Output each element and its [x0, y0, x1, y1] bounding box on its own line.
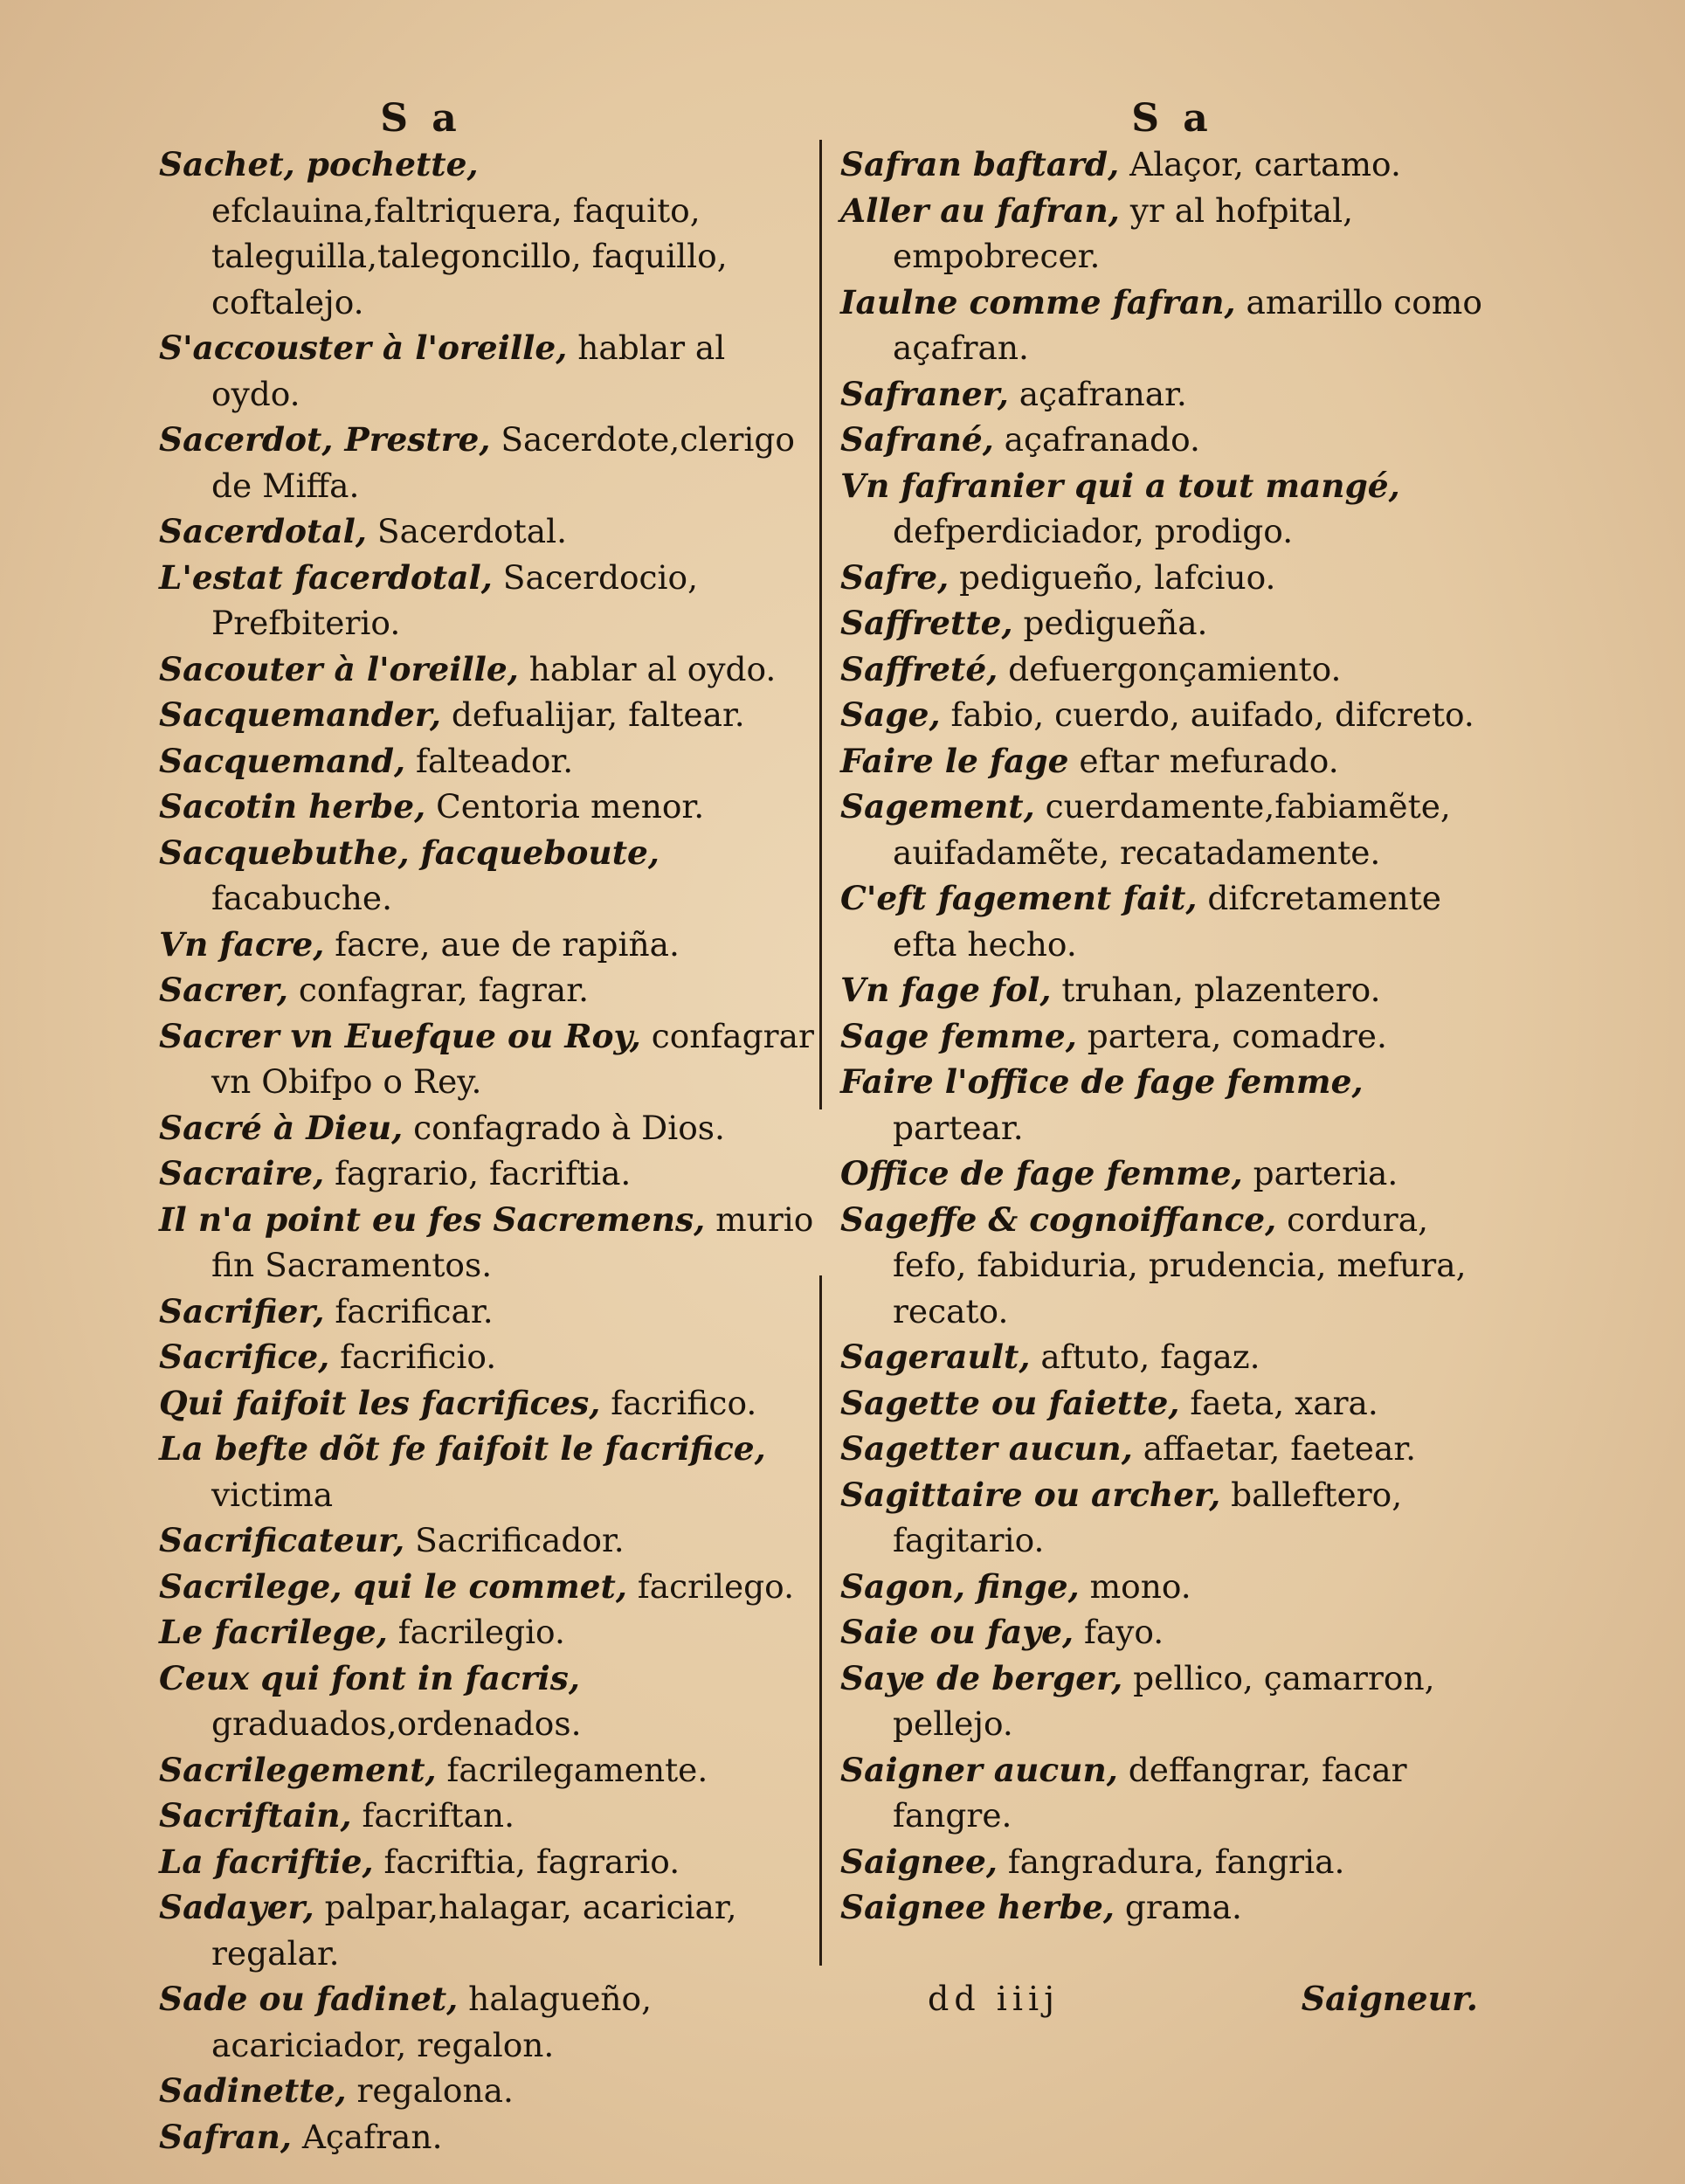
entry-translation: eftar mefurado.	[1079, 741, 1339, 780]
entry-headword: Sage,	[840, 695, 941, 734]
entry-headword: Sagement,	[840, 787, 1035, 826]
entry-headword: Sacrer,	[159, 971, 288, 1009]
entry-headword: L'estat facerdotal,	[159, 557, 493, 597]
entry-headword: Vn facre,	[159, 924, 325, 964]
signature-mark: dd iiij	[928, 1980, 1060, 2018]
entry-translation: facriftan.	[362, 1796, 515, 1835]
entry-translation: Sacerdocio, Prefbiterio.	[211, 557, 699, 642]
dictionary-entry	[840, 600, 1504, 646]
right-running-head: S a	[1131, 96, 1213, 141]
entry-translation: pellico, çamarron, pellejo.	[893, 1658, 1435, 1743]
entry-translation: parteria.	[1253, 1154, 1398, 1192]
entry-headword: Safraner,	[840, 374, 1009, 413]
entry-headword: Sachet, pochette,	[159, 145, 479, 183]
entry-headword: Aller au fafran,	[840, 190, 1120, 230]
entry-translation: facriftia, fagrario.	[383, 1842, 680, 1881]
dictionary-entry	[840, 142, 1504, 188]
entry-translation: palpar,halagar, acariciar, regalar.	[211, 1888, 737, 1973]
entry-headword: Sacrilege, qui le commet,	[159, 1566, 627, 1606]
entry-translation: fayo.	[1083, 1613, 1164, 1651]
entry-translation: facrilegamente.	[446, 1750, 708, 1789]
dictionary-entry	[840, 1747, 1504, 1839]
column-rule-upper	[819, 140, 822, 1109]
dictionary-entry	[840, 1151, 1504, 1197]
dictionary-entry	[159, 142, 823, 325]
dictionary-entry	[840, 417, 1504, 463]
dictionary-entry	[840, 967, 1504, 1013]
entry-translation: mono.	[1089, 1566, 1191, 1606]
dictionary-entry	[159, 1564, 823, 1610]
entry-headword: Sacerdotal,	[159, 512, 367, 550]
entry-headword: Vn fafranier qui a tout mangé,	[840, 466, 1400, 505]
left-column	[159, 96, 823, 2160]
entry-translation: hablar al oydo.	[528, 649, 777, 688]
entry-translation: defperdiciador, prodigo.	[893, 512, 1294, 550]
dictionary-entry	[159, 646, 823, 693]
entry-headword: S'accouster à l'oreille,	[159, 328, 568, 367]
entry-headword: Faire le fage	[840, 741, 1069, 780]
entry-translation: grama.	[1124, 1888, 1242, 1926]
entry-translation: Açafran.	[301, 2117, 443, 2156]
dictionary-entry	[840, 371, 1504, 418]
entry-translation: açafranar.	[1019, 374, 1187, 413]
dictionary-entry	[159, 325, 823, 417]
entry-headword: La befte dõt fe faifoit le facrifice,	[159, 1429, 766, 1468]
entry-translation: facabuche.	[211, 879, 393, 917]
dictionary-entry	[840, 692, 1504, 738]
dictionary-entry	[159, 1289, 823, 1335]
entry-translation: defuergonçamiento.	[1008, 649, 1342, 688]
entry-translation: Centoria menor.	[436, 787, 705, 826]
right-entry-list	[840, 142, 1504, 1931]
entry-headword: Saignee herbe,	[840, 1888, 1115, 1926]
dictionary-entry	[159, 738, 823, 784]
catchword: Saigneur.	[1301, 1979, 1478, 2018]
entry-translation: confagrar, fagrar.	[298, 971, 589, 1009]
entry-headword: Sacré à Dieu,	[159, 1108, 404, 1147]
entry-translation: Sacerdote,clerigo de Miffa.	[211, 420, 795, 505]
entry-headword: Sade ou fadinet,	[159, 1980, 459, 2018]
entry-headword: Safran,	[159, 2117, 292, 2156]
column-rule-lower	[819, 1275, 822, 1966]
entry-headword: Saie ou faye,	[840, 1613, 1074, 1651]
entry-headword: Vn fage fol,	[840, 971, 1052, 1009]
dictionary-entry	[159, 417, 823, 508]
dictionary-entry	[159, 1609, 823, 1655]
entry-headword: Ceux qui font in facris,	[159, 1658, 580, 1697]
dictionary-entry	[159, 1197, 823, 1289]
entry-translation: confagrar vn Obifpo o Rey.	[211, 1016, 814, 1101]
dictionary-entry	[159, 922, 823, 968]
entry-translation: falteador.	[416, 741, 574, 780]
dictionary-entry	[159, 1334, 823, 1380]
entry-translation: balleftero, fagitario.	[893, 1475, 1403, 1559]
entry-translation: difcretamente efta hecho.	[893, 879, 1441, 964]
dictionary-entry	[840, 1013, 1504, 1060]
entry-translation: fabio, cuerdo, auifado, difcreto.	[950, 695, 1474, 734]
entry-translation: amarillo como açafran.	[893, 282, 1482, 367]
entry-headword: Office de fage femme,	[840, 1154, 1243, 1192]
entry-headword: Sagetter aucun,	[840, 1429, 1133, 1468]
entry-headword: Sagon, finge,	[840, 1566, 1080, 1606]
entry-headword: Saye de berger,	[840, 1658, 1123, 1697]
entry-headword: C'eft fagement fait,	[840, 879, 1198, 917]
entry-headword: Safran baftard,	[840, 145, 1120, 183]
dictionary-entry	[159, 1747, 823, 1794]
entry-headword: Sacrer vn Euefque ou Roy,	[159, 1016, 641, 1055]
entry-headword: Saigner aucun,	[840, 1750, 1118, 1789]
entry-translation: regalona.	[356, 2071, 514, 2110]
entry-translation: partera, comadre.	[1087, 1016, 1387, 1055]
entry-headword: Sacrificateur,	[159, 1521, 405, 1559]
entry-translation: hablar al oydo.	[211, 328, 726, 413]
entry-headword: Iaulne comme fafran,	[840, 282, 1236, 321]
dictionary-entry	[840, 875, 1504, 967]
entry-translation: deffangrar, facar fangre.	[893, 1750, 1407, 1835]
entry-translation: murio fin Sacramentos.	[211, 1199, 814, 1284]
entry-headword: Sacouter à l'oreille,	[159, 649, 519, 688]
entry-translation: fangradura, fangria.	[1007, 1842, 1345, 1881]
dictionary-entry	[840, 1655, 1504, 1747]
dictionary-entry	[840, 1426, 1504, 1472]
entry-headword: Safrané,	[840, 420, 994, 459]
dictionary-entry	[840, 1564, 1504, 1610]
dictionary-entry	[840, 1472, 1504, 1564]
dictionary-entry	[840, 738, 1504, 784]
dictionary-entry	[159, 1380, 823, 1427]
entry-headword: Sacquemander,	[159, 695, 441, 734]
entry-headword: Sacriftain,	[159, 1796, 352, 1835]
entry-translation: halagueño, acariciador, regalon.	[211, 1980, 653, 2064]
dictionary-entry	[159, 784, 823, 830]
dictionary-entry	[840, 1334, 1504, 1380]
left-running-head: S a	[380, 96, 462, 141]
entry-translation: facrificar.	[335, 1291, 494, 1330]
dictionary-entry	[840, 280, 1504, 371]
dictionary-entry	[159, 1793, 823, 1839]
entry-headword: Sadinette,	[159, 2071, 347, 2110]
entry-headword: Sacrilegement,	[159, 1750, 437, 1789]
entry-headword: Saffreté,	[840, 649, 998, 688]
dictionary-entry	[840, 1380, 1504, 1427]
entry-translation: confagrado à Dios.	[413, 1108, 725, 1147]
entry-headword: Sacquemand,	[159, 741, 406, 780]
right-column	[840, 96, 1504, 1931]
entry-translation: affaetar, faetear.	[1143, 1429, 1417, 1468]
dictionary-entry	[159, 2114, 823, 2160]
dictionary-entry	[159, 1839, 823, 1885]
entry-translation: partear.	[893, 1108, 1024, 1147]
dictionary-entry	[840, 1609, 1504, 1655]
dictionary-entry	[159, 1655, 823, 1747]
dictionary-entry	[840, 784, 1504, 875]
entry-headword: Sagittaire ou archer,	[840, 1475, 1221, 1514]
dictionary-entry	[840, 1197, 1504, 1335]
entry-translation: facre, aue de rapiña.	[335, 924, 680, 964]
entry-translation: Alaçor, cartamo.	[1129, 145, 1401, 183]
dictionary-entry	[159, 1976, 823, 2068]
dictionary-entry	[159, 1013, 823, 1105]
entry-translation: fagrario, facriftia.	[335, 1154, 632, 1192]
dictionary-entry	[840, 1884, 1504, 1931]
entry-translation: pedigueña.	[1023, 604, 1208, 642]
entry-translation: aftuto, fagaz.	[1040, 1337, 1260, 1376]
entry-translation: graduados,ordenados.	[211, 1704, 582, 1743]
entry-translation: Sacrificador.	[415, 1521, 625, 1559]
entry-headword: Sadayer,	[159, 1888, 314, 1926]
dictionary-entry	[159, 967, 823, 1013]
entry-headword: Le facrilege,	[159, 1613, 388, 1651]
dictionary-entry	[840, 646, 1504, 693]
entry-translation: pedigueño, lafciuo.	[959, 557, 1276, 597]
entry-translation: facrifico.	[611, 1383, 757, 1422]
page-footer	[840, 1976, 1478, 2022]
entry-translation: facrificio.	[340, 1337, 497, 1376]
left-entry-list	[159, 142, 823, 2160]
entry-headword: Faire l'office de fage femme,	[840, 1062, 1364, 1101]
dictionary-entry	[159, 1105, 823, 1151]
dictionary-entry	[840, 1839, 1504, 1885]
entry-translation: efclauina,faltriquera, faquito, taleguilla,talegoncillo, faquillo, coftalejo.	[211, 190, 728, 321]
dictionary-entry	[159, 555, 823, 646]
entry-translation: açafranado.	[1004, 420, 1200, 459]
dictionary-entry	[840, 555, 1504, 601]
dictionary-entry	[159, 1517, 823, 1564]
entry-translation: faeta, xara.	[1190, 1383, 1378, 1422]
dictionary-entry	[159, 1151, 823, 1197]
dictionary-entry	[159, 1426, 823, 1517]
entry-headword: Sacraire,	[159, 1154, 325, 1192]
entry-headword: La facriftie,	[159, 1842, 374, 1881]
entry-headword: Sagerault,	[840, 1337, 1031, 1376]
entry-headword: Sacrifier,	[159, 1291, 325, 1330]
entry-translation: facrilego.	[637, 1566, 795, 1606]
entry-headword: Saignee,	[840, 1842, 998, 1881]
entry-translation: cordura, fefo, fabiduria, prudencia, mefura, recato.	[893, 1199, 1467, 1330]
entry-translation: cuerdamente,fabiamẽte, auifadamẽte, recatadamente.	[893, 787, 1451, 872]
dictionary-entry	[159, 830, 823, 922]
dictionary-entry	[840, 463, 1504, 555]
entry-headword: Qui faifoit les facrifices,	[159, 1383, 601, 1422]
dictionary-entry	[840, 188, 1504, 280]
entry-translation: facrilegio.	[397, 1613, 565, 1651]
entry-headword: Il n'a point eu fes Sacremens,	[159, 1199, 706, 1239]
entry-translation: truhan, plazentero.	[1061, 971, 1381, 1009]
entry-headword: Sacerdot, Prestre,	[159, 420, 491, 459]
entry-headword: Sacquebuthe, facqueboute,	[159, 833, 659, 872]
entry-translation: yr al hofpital, empobrecer.	[893, 190, 1353, 275]
dictionary-entry	[159, 508, 823, 555]
dictionary-entry	[159, 2068, 823, 2114]
entry-headword: Sage femme,	[840, 1016, 1077, 1055]
entry-headword: Sagette ou faiette,	[840, 1383, 1180, 1422]
dictionary-entry	[840, 1059, 1504, 1151]
entry-translation: Sacerdotal.	[376, 512, 567, 550]
entry-headword: Sacrifice,	[159, 1337, 330, 1376]
entry-translation: victima	[211, 1475, 334, 1514]
entry-headword: Sacotin herbe,	[159, 787, 426, 826]
dictionary-entry	[159, 692, 823, 738]
dictionary-entry	[159, 1884, 823, 1976]
entry-headword: Saffrette,	[840, 604, 1013, 642]
entry-translation: defualijar, faltear.	[451, 695, 745, 734]
entry-headword: Safre,	[840, 557, 950, 597]
entry-headword: Sageffe & cognoiffance,	[840, 1199, 1277, 1239]
